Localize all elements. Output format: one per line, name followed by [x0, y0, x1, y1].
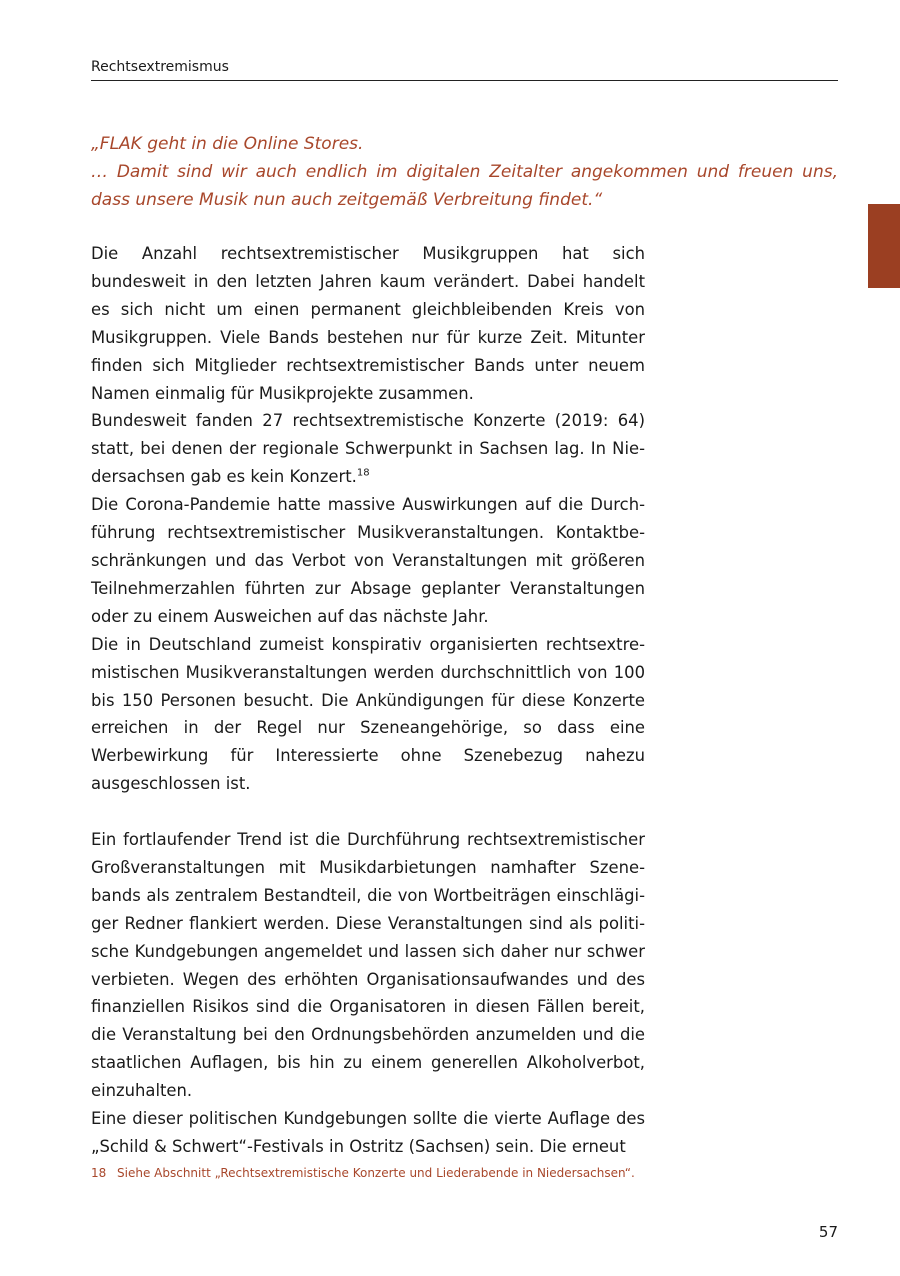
- footnote-text: Siehe Abschnitt „Rechtsextremistische Konzerte und Liederabende in Niedersachsen“.: [117, 1166, 635, 1180]
- footnote-number: 18: [91, 1166, 107, 1180]
- paragraph-6: Eine dieser politischen Kundgebungen sollte die vierte Auflage des „Schild & Schwert“-Festivals in Ostritz (Sachsen) sein. Die erneut: [91, 1109, 645, 1156]
- paragraph-4: Die in Deutschland zumeist konspirativ organisierten rechtsextremistischen Musikveranstaltungen werden durchschnittlich von 100 bis 150 Personen besucht. Die Ankündigungen für diese Konzerte erreichen in der Regel nur Szeneangehörige, so dass eine Werbewirkung für Interessierte ohne Szenebezug nahezu ausgeschlossen ist.: [91, 634, 645, 794]
- body-text: [91, 240, 645, 1161]
- header-title: Rechtsextremismus: [91, 59, 229, 75]
- page-number: 57: [818, 1223, 838, 1241]
- quote-line-2: … Damit sind wir auch endlich im digitalen Zeitalter angekommen und freuen uns, dass unsere Musik nun auch zeitgemäß Verbreitung findet.“: [91, 162, 838, 210]
- quote-line-1: „FLAK geht in die Online Stores.: [91, 134, 364, 154]
- footnote: [91, 1164, 838, 1182]
- footnote-reference: 18: [356, 467, 370, 479]
- paragraph-3: Die Corona-Pandemie hatte massive Auswirkungen auf die Durchführung rechtsextremistischer Musikveranstaltungen. Kontaktbeschränkungen und das Verbot von Veranstaltungen mit größeren Teilnehmerzahlen führten zur Absage geplanter Veranstaltungen oder zu einem Ausweichen auf das nächste Jahr.: [91, 495, 645, 626]
- paragraph-2-text: Bundesweit fanden 27 rechtsextremistische Konzerte (2019: 64) statt, bei denen der regionale Schwerpunkt in Sachsen lag. In Niedersachsen gab es kein Konzert.: [91, 411, 645, 487]
- running-header: [91, 57, 838, 81]
- chapter-tab-marker: [868, 204, 900, 288]
- paragraph-1: Die Anzahl rechtsextremistischer Musikgruppen hat sich bundesweit in den letzten Jahren kaum verändert. Dabei handelt es sich nicht um einen permanent gleichbleibenden Kreis von Musikgruppen. Viele Bands bestehen nur für kurze Zeit. Mitunter finden sich Mitglieder rechtsextremistischer Bands unter neuem Namen einmalig für Musikprojekte zusammen.: [91, 244, 645, 403]
- paragraph-5: Ein fortlaufender Trend ist die Durchführung rechtsextremistischer Großveranstaltungen mit Musikdarbietungen namhafter Szenebands als zentralem Bestandteil, die von Wortbeiträgen einschlägiger Redner flankiert werden. Diese Veranstaltungen sind als politische Kundgebungen angemeldet und lassen sich daher nur schwer verbieten. Wegen des erhöhten Organisationsaufwandes und des finanziellen Risikos sind die Organisatoren in diesen Fällen bereit, die Veranstaltung bei den Ordnungsbehörden anzumelden und die staatlichen Auflagen, bis hin zu einem generellen Alkoholverbot, einzuhalten.: [91, 830, 645, 1101]
- paragraph-2: [91, 407, 645, 491]
- epigraph-quote: [91, 130, 838, 214]
